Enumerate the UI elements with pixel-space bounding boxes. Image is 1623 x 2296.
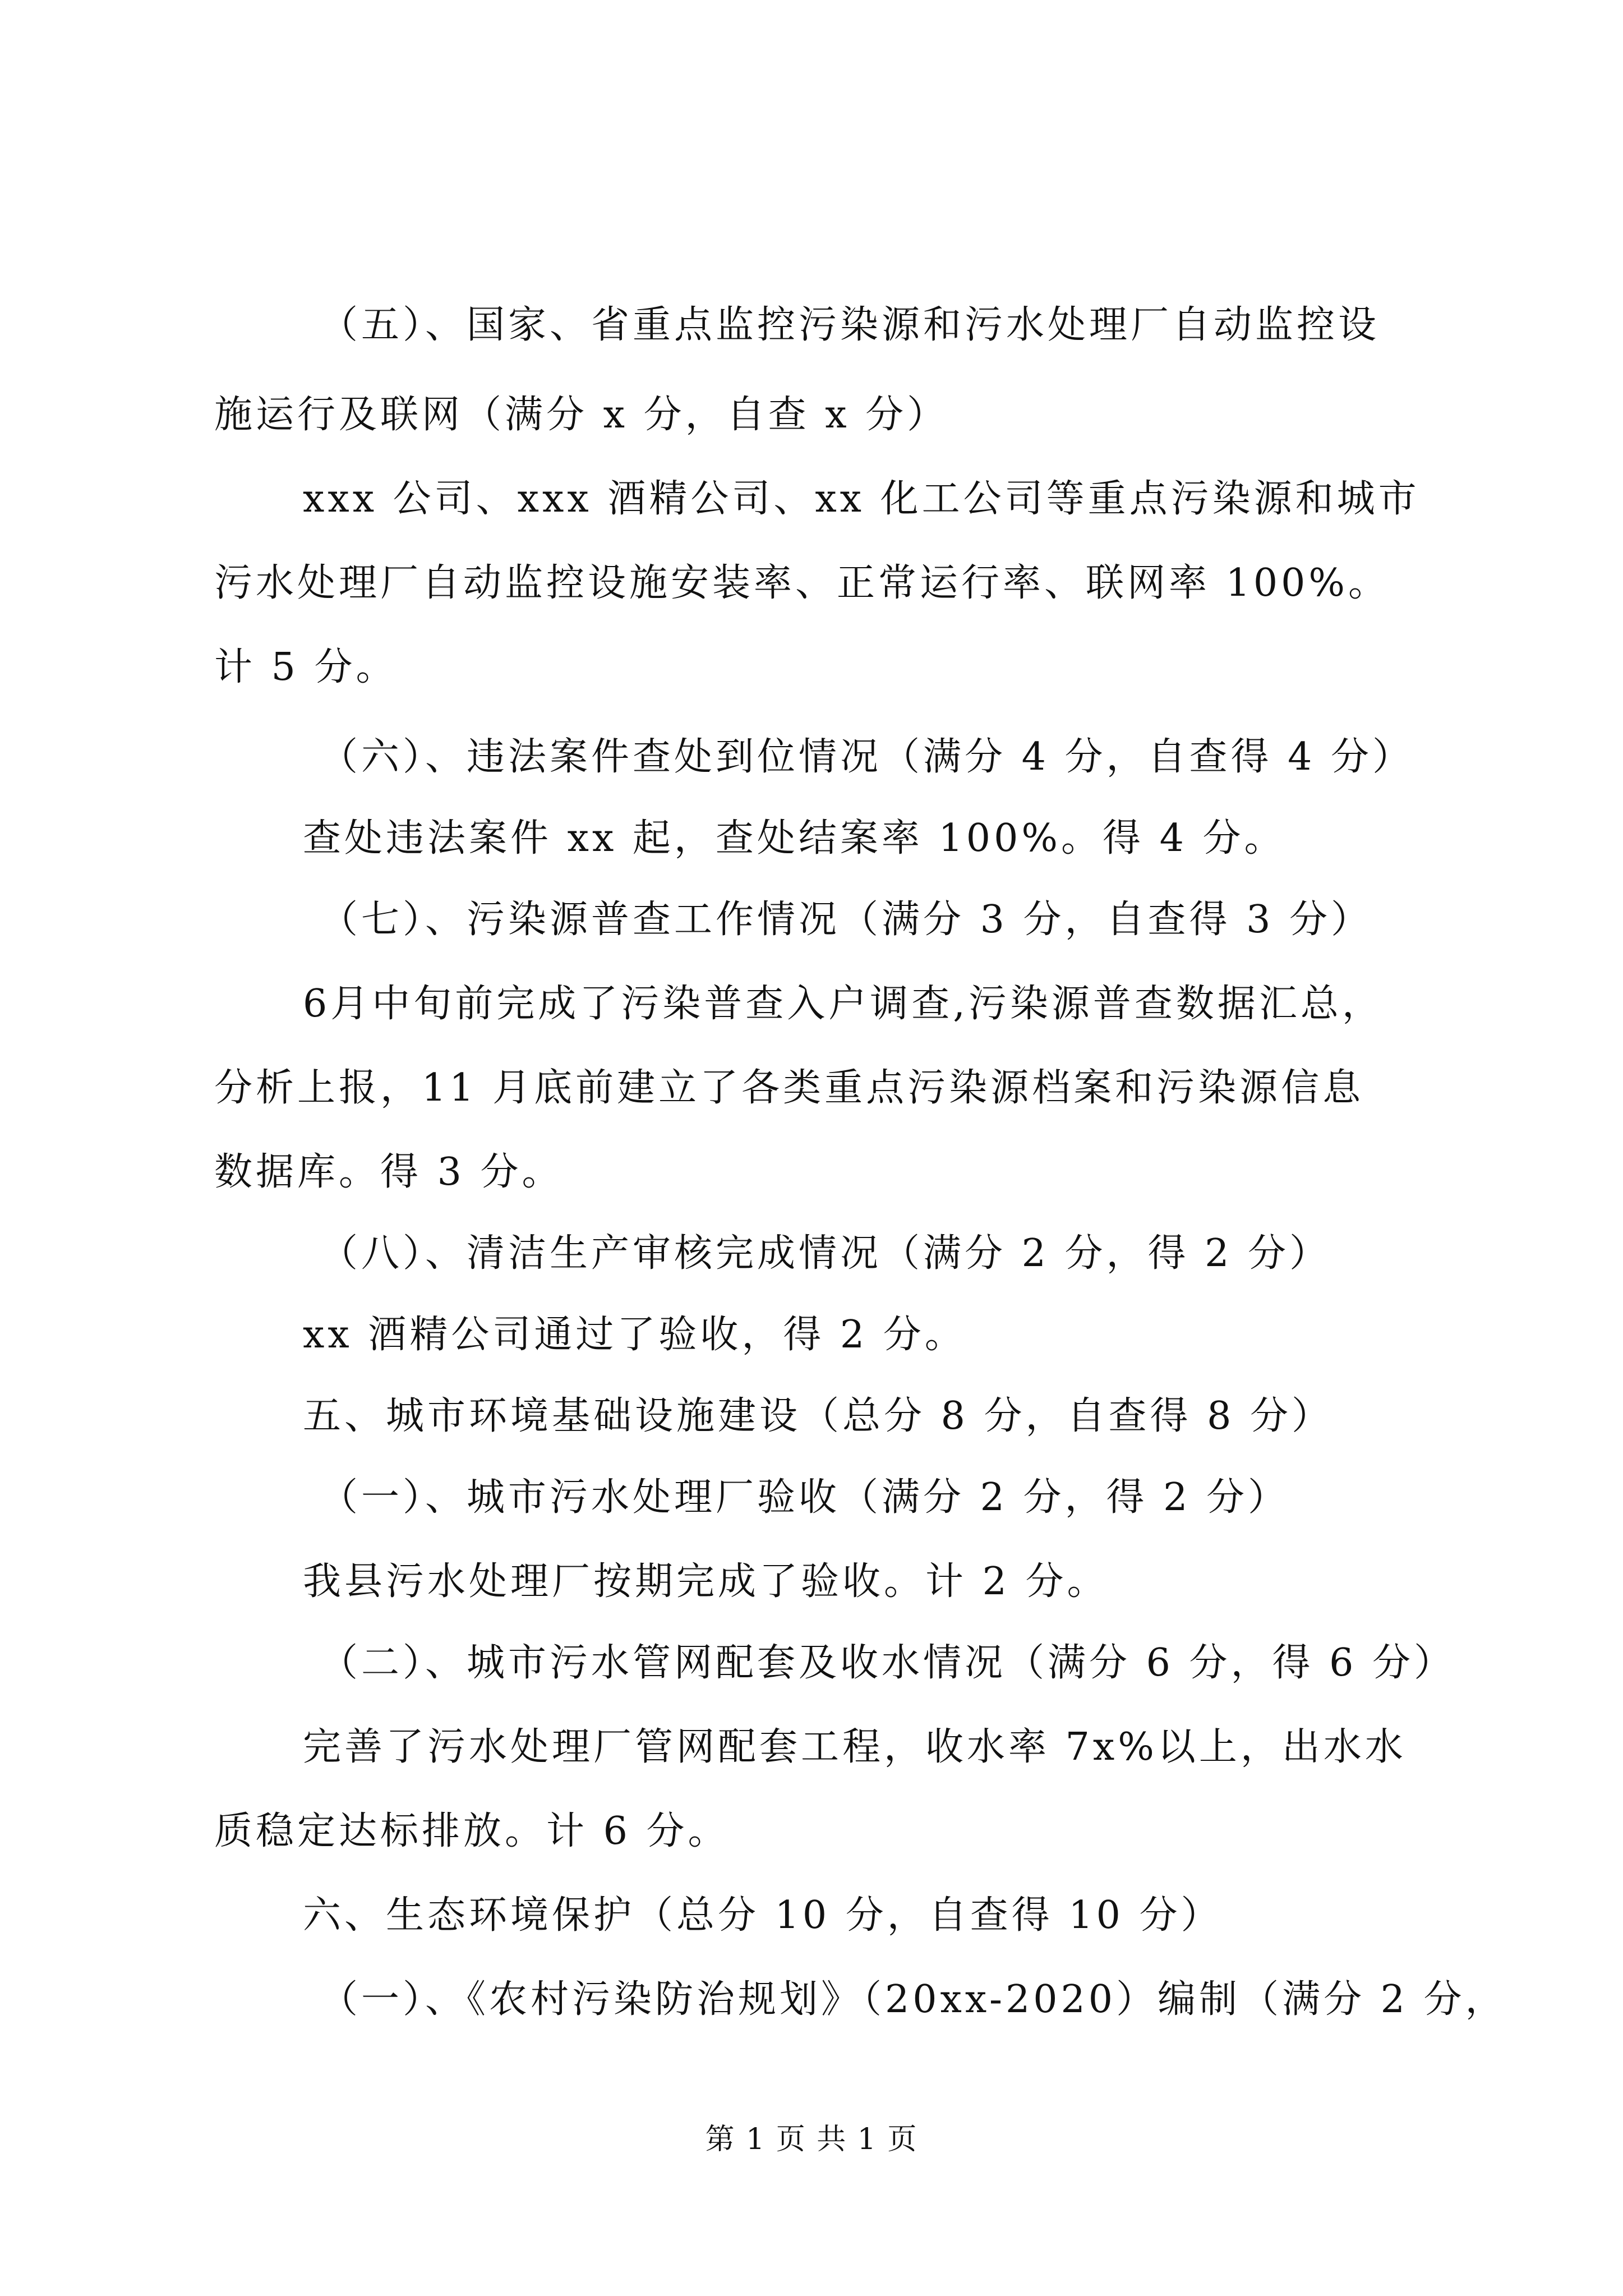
text-line: 计 5 分。 xyxy=(214,645,398,689)
text-line: （一）、《农村污染防治规划》（20xx-2020）编制（满分 2 分， xyxy=(320,1977,1507,2022)
text-line: （六）、违法案件查处到位情况（满分 4 分，自查得 4 分） xyxy=(320,735,1414,779)
text-line: 六、生态环境保护（总分 10 分，自查得 10 分） xyxy=(303,1893,1223,1938)
text-line: xx 酒精公司通过了验收，得 2 分。 xyxy=(303,1313,966,1357)
text-line: （五）、国家、省重点监控污染源和污水处理厂自动监控设 xyxy=(320,303,1380,347)
text-line: xxx 公司、xxx 酒精公司、xx 化工公司等重点污染源和城市 xyxy=(303,477,1420,521)
text-line: 完善了污水处理厂管网配套工程，收水率 7x%以上，出水水 xyxy=(303,1725,1407,1769)
text-line: 查处违法案件 xx 起，查处结案率 100%。得 4 分。 xyxy=(303,816,1286,861)
text-line: 6月中旬前完成了污染普查入户调查,污染源普查数据汇总， xyxy=(303,982,1384,1026)
text-line: 施运行及联网（满分 x 分，自查 x 分） xyxy=(214,393,949,437)
text-line: 分析上报，11 月底前建立了各类重点污染源档案和污染源信息 xyxy=(214,1066,1364,1110)
text-line: （八）、清洁生产审核完成情况（满分 2 分，得 2 分） xyxy=(320,1231,1331,1276)
text-line: 污水处理厂自动监控设施安装率、正常运行率、联网率 100%。 xyxy=(214,561,1390,605)
text-line: 数据库。得 3 分。 xyxy=(214,1150,564,1194)
page-footer: 第 1 页 共 1 页 xyxy=(705,2123,918,2156)
text-line: （二）、城市污水管网配套及收水情况（满分 6 分，得 6 分） xyxy=(320,1641,1455,1685)
text-line: 我县污水处理厂按期完成了验收。计 2 分。 xyxy=(303,1559,1109,1604)
text-line: 五、城市环境基础设施建设（总分 8 分，自查得 8 分） xyxy=(303,1394,1333,1438)
text-line: （七）、污染源普查工作情况（满分 3 分，自查得 3 分） xyxy=(320,898,1372,942)
text-line: （一）、城市污水处理厂验收（满分 2 分，得 2 分） xyxy=(320,1475,1289,1520)
text-line: 质稳定达标排放。计 6 分。 xyxy=(214,1809,730,1853)
